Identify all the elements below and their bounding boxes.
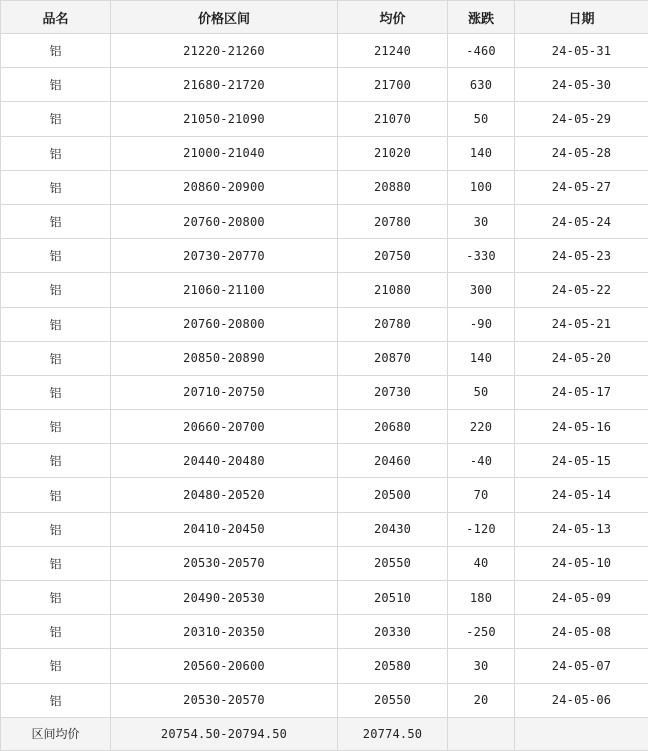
cell-average-price: 20510 [338, 581, 448, 615]
column-header-change: 涨跌 [448, 1, 515, 34]
cell-date: 24-05-23 [515, 239, 648, 273]
cell-average-price: 20870 [338, 341, 448, 375]
table-row [1, 683, 648, 717]
cell-change: 140 [448, 136, 515, 170]
cell-date: 24-05-31 [515, 34, 648, 68]
cell-average-price: 20780 [338, 204, 448, 238]
cell-date: 24-05-30 [515, 68, 648, 102]
cell-price-range: 20480-20520 [111, 478, 338, 512]
table-row [1, 204, 648, 238]
table-row [1, 34, 648, 68]
cell-price-range: 21060-21100 [111, 273, 338, 307]
cell-average-price: 20880 [338, 170, 448, 204]
cell-name: 铝 [1, 615, 111, 649]
column-header-avg: 均价 [338, 1, 448, 34]
cell-name: 铝 [1, 273, 111, 307]
cell-change: -40 [448, 444, 515, 478]
cell-name: 铝 [1, 204, 111, 238]
cell-price-range: 21680-21720 [111, 68, 338, 102]
cell-date: 24-05-21 [515, 307, 648, 341]
cell-average-price: 21070 [338, 102, 448, 136]
cell-change: -120 [448, 512, 515, 546]
table-header-row [1, 1, 648, 34]
cell-date: 24-05-07 [515, 649, 648, 683]
cell-change: 140 [448, 341, 515, 375]
table-row [1, 375, 648, 409]
cell-name: 铝 [1, 239, 111, 273]
table-row [1, 512, 648, 546]
cell-price-range: 20530-20570 [111, 546, 338, 580]
cell-date: 24-05-15 [515, 444, 648, 478]
cell-average-price: 20780 [338, 307, 448, 341]
cell-name: 铝 [1, 512, 111, 546]
summary-average-price: 20774.50 [338, 717, 448, 750]
cell-date: 24-05-16 [515, 410, 648, 444]
table-row [1, 136, 648, 170]
cell-price-range: 20410-20450 [111, 512, 338, 546]
cell-average-price: 20460 [338, 444, 448, 478]
cell-average-price: 20550 [338, 683, 448, 717]
cell-date: 24-05-10 [515, 546, 648, 580]
cell-date: 24-05-13 [515, 512, 648, 546]
cell-date: 24-05-24 [515, 204, 648, 238]
cell-date: 24-05-14 [515, 478, 648, 512]
cell-average-price: 21020 [338, 136, 448, 170]
cell-average-price: 21700 [338, 68, 448, 102]
cell-change: 30 [448, 649, 515, 683]
cell-price-range: 20760-20800 [111, 204, 338, 238]
cell-name: 铝 [1, 34, 111, 68]
table-row [1, 307, 648, 341]
table-row [1, 410, 648, 444]
cell-change: 50 [448, 375, 515, 409]
table-body [1, 34, 648, 751]
cell-change: -250 [448, 615, 515, 649]
cell-average-price: 21240 [338, 34, 448, 68]
cell-average-price: 20580 [338, 649, 448, 683]
cell-change: 30 [448, 204, 515, 238]
cell-change: 40 [448, 546, 515, 580]
table-row [1, 341, 648, 375]
cell-date: 24-05-09 [515, 581, 648, 615]
cell-average-price: 20730 [338, 375, 448, 409]
table-header [1, 1, 648, 34]
cell-change: 300 [448, 273, 515, 307]
summary-date [515, 717, 648, 750]
summary-label: 区间均价 [1, 717, 111, 750]
cell-price-range: 20560-20600 [111, 649, 338, 683]
cell-price-range: 21000-21040 [111, 136, 338, 170]
cell-name: 铝 [1, 375, 111, 409]
cell-price-range: 20440-20480 [111, 444, 338, 478]
cell-price-range: 20660-20700 [111, 410, 338, 444]
cell-date: 24-05-17 [515, 375, 648, 409]
cell-average-price: 20680 [338, 410, 448, 444]
table-row [1, 649, 648, 683]
cell-name: 铝 [1, 307, 111, 341]
cell-change: 180 [448, 581, 515, 615]
cell-name: 铝 [1, 102, 111, 136]
cell-price-range: 20850-20890 [111, 341, 338, 375]
cell-average-price: 20430 [338, 512, 448, 546]
summary-price-range: 20754.50-20794.50 [111, 717, 338, 750]
cell-name: 铝 [1, 683, 111, 717]
cell-change: 630 [448, 68, 515, 102]
cell-average-price: 20750 [338, 239, 448, 273]
cell-average-price: 20500 [338, 478, 448, 512]
summary-change [448, 717, 515, 750]
table-row [1, 170, 648, 204]
cell-date: 24-05-20 [515, 341, 648, 375]
cell-price-range: 20860-20900 [111, 170, 338, 204]
cell-date: 24-05-27 [515, 170, 648, 204]
table-row [1, 68, 648, 102]
cell-name: 铝 [1, 546, 111, 580]
cell-price-range: 21050-21090 [111, 102, 338, 136]
cell-average-price: 21080 [338, 273, 448, 307]
cell-average-price: 20330 [338, 615, 448, 649]
cell-price-range: 20730-20770 [111, 239, 338, 273]
table-row [1, 102, 648, 136]
cell-change: -90 [448, 307, 515, 341]
cell-date: 24-05-29 [515, 102, 648, 136]
cell-price-range: 20530-20570 [111, 683, 338, 717]
cell-price-range: 20760-20800 [111, 307, 338, 341]
table-row [1, 239, 648, 273]
column-header-range: 价格区间 [111, 1, 338, 34]
cell-change: -330 [448, 239, 515, 273]
cell-name: 铝 [1, 341, 111, 375]
cell-date: 24-05-22 [515, 273, 648, 307]
cell-price-range: 21220-21260 [111, 34, 338, 68]
table-row [1, 581, 648, 615]
summary-row [1, 717, 648, 750]
cell-name: 铝 [1, 581, 111, 615]
cell-change: -460 [448, 34, 515, 68]
cell-change: 100 [448, 170, 515, 204]
cell-date: 24-05-06 [515, 683, 648, 717]
cell-price-range: 20710-20750 [111, 375, 338, 409]
cell-change: 70 [448, 478, 515, 512]
cell-price-range: 20310-20350 [111, 615, 338, 649]
cell-change: 220 [448, 410, 515, 444]
cell-name: 铝 [1, 410, 111, 444]
cell-date: 24-05-08 [515, 615, 648, 649]
cell-date: 24-05-28 [515, 136, 648, 170]
cell-price-range: 20490-20530 [111, 581, 338, 615]
cell-average-price: 20550 [338, 546, 448, 580]
column-header-name: 品名 [1, 1, 111, 34]
table-row [1, 273, 648, 307]
cell-name: 铝 [1, 68, 111, 102]
column-header-date: 日期 [515, 1, 648, 34]
cell-change: 50 [448, 102, 515, 136]
cell-name: 铝 [1, 649, 111, 683]
cell-change: 20 [448, 683, 515, 717]
table-row [1, 444, 648, 478]
cell-name: 铝 [1, 444, 111, 478]
table-row [1, 615, 648, 649]
table-row [1, 478, 648, 512]
cell-name: 铝 [1, 170, 111, 204]
cell-name: 铝 [1, 136, 111, 170]
table-row [1, 546, 648, 580]
cell-name: 铝 [1, 478, 111, 512]
